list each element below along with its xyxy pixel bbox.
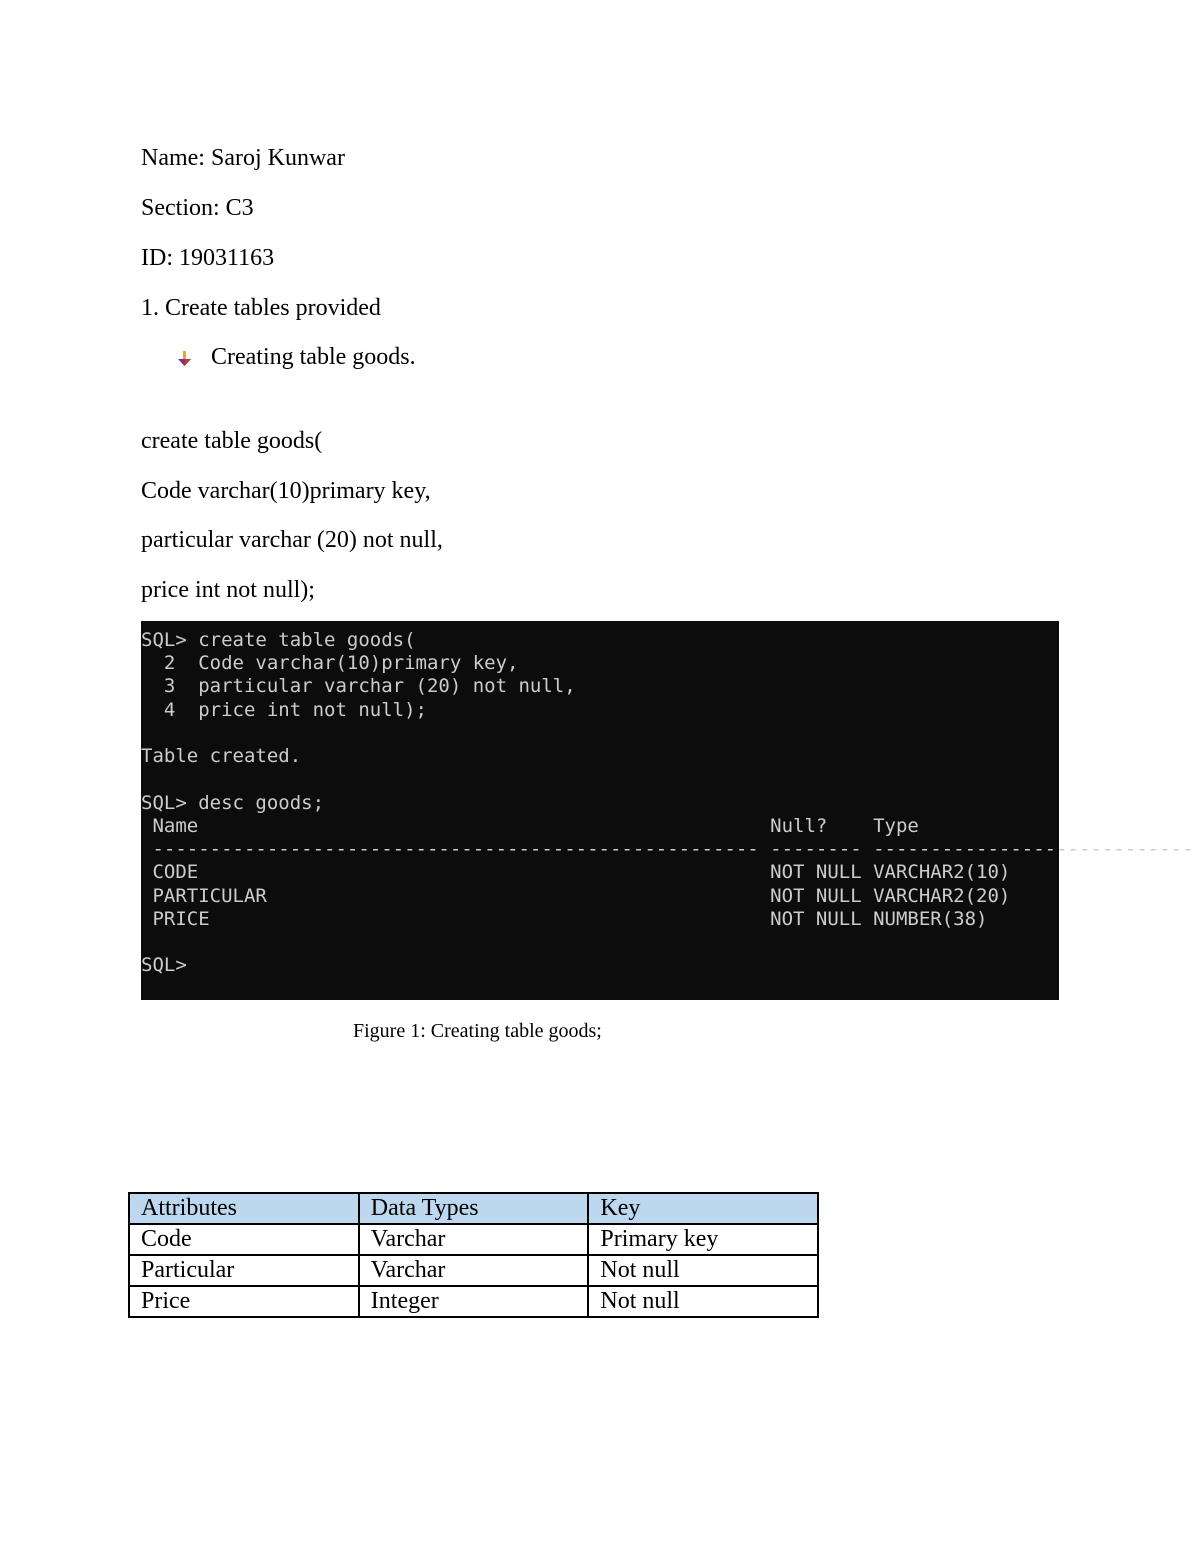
figure-caption: Figure 1: Creating table goods; <box>353 1020 602 1042</box>
terminal-line: ----------------------------------------------------- -------- ---------------------------- <box>141 838 1194 860</box>
table-row <box>129 1286 818 1317</box>
attributes-table <box>128 1192 819 1318</box>
terminal-line: SQL> <box>141 954 187 976</box>
terminal-line: PARTICULAR NOT NULL VARCHAR2(20) <box>141 885 1011 907</box>
student-section: Section: C3 <box>141 195 254 221</box>
student-id: ID: 19031163 <box>141 245 275 271</box>
table-cell: Not null <box>588 1286 818 1317</box>
terminal-screenshot <box>141 621 1194 1000</box>
arrow-down-icon <box>176 349 196 369</box>
terminal-line: Table created. <box>141 745 302 767</box>
header-cell: Key <box>588 1193 818 1224</box>
table-cell: Primary key <box>588 1224 818 1255</box>
student-name: Name: Saroj Kunwar <box>141 145 345 171</box>
sql-code-line: create table goods( <box>141 428 323 454</box>
bullet-text: Creating table goods. <box>211 344 416 370</box>
table-row <box>129 1224 818 1255</box>
terminal-line: 4 price int not null); <box>141 699 427 721</box>
terminal-line: SQL> create table goods( <box>141 629 416 651</box>
header-cell: Attributes <box>129 1193 359 1224</box>
terminal-line: 2 Code varchar(10)primary key, <box>141 652 519 674</box>
sql-code-line: particular varchar (20) not null, <box>141 527 443 553</box>
table-cell: Code <box>129 1224 359 1255</box>
terminal-line: PRICE NOT NULL NUMBER(38) <box>141 908 988 930</box>
question-heading: 1. Create tables provided <box>141 295 381 321</box>
table-cell: Varchar <box>359 1224 589 1255</box>
sql-code-line: Code varchar(10)primary key, <box>141 478 431 504</box>
table-cell: Not null <box>588 1255 818 1286</box>
table-cell: Varchar <box>359 1255 589 1286</box>
terminal-line: CODE NOT NULL VARCHAR2(10) <box>141 861 1011 883</box>
sql-code-line: price int not null); <box>141 577 315 603</box>
terminal-line: Name Null? Type <box>141 815 919 837</box>
table-cell: Particular <box>129 1255 359 1286</box>
terminal-line: 3 particular varchar (20) not null, <box>141 675 576 697</box>
table-header-row <box>129 1193 818 1224</box>
terminal-line: SQL> desc goods; <box>141 792 325 814</box>
table-cell: Price <box>129 1286 359 1317</box>
table-cell: Integer <box>359 1286 589 1317</box>
header-cell: Data Types <box>359 1193 589 1224</box>
table-row <box>129 1255 818 1286</box>
